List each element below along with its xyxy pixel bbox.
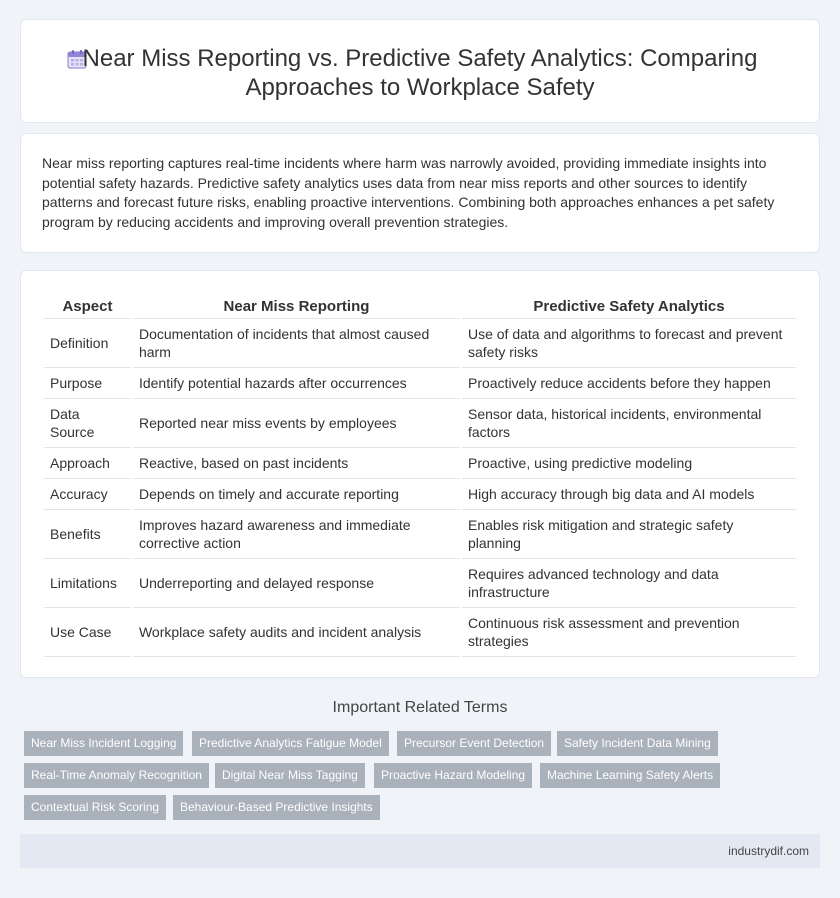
cell-aspect: Benefits	[44, 510, 131, 559]
intro-card	[20, 133, 820, 253]
tag-link[interactable]: Safety Incident Data Mining	[557, 731, 718, 756]
tag-link[interactable]: Precursor Event Detection	[397, 731, 551, 756]
header-aspect: Aspect	[44, 293, 131, 319]
tag-link[interactable]: Digital Near Miss Tagging	[215, 763, 365, 788]
footer-site-link[interactable]: industrydif.com	[728, 844, 809, 858]
tag-link[interactable]: Near Miss Incident Logging	[24, 731, 183, 756]
cell-near-miss: Workplace safety audits and incident analysis	[133, 608, 460, 657]
cell-aspect: Use Case	[44, 608, 131, 657]
table-row	[44, 559, 796, 608]
cell-predictive: Sensor data, historical incidents, environmental factors	[462, 399, 796, 448]
table-row	[44, 368, 796, 399]
cell-near-miss: Identify potential hazards after occurrences	[133, 368, 460, 399]
tag-link[interactable]: Machine Learning Safety Alerts	[540, 763, 720, 788]
tag-link[interactable]: Behaviour-Based Predictive Insights	[173, 795, 380, 820]
tag-link[interactable]: Predictive Analytics Fatigue Model	[192, 731, 389, 756]
tag-link[interactable]: Contextual Risk Scoring	[24, 795, 166, 820]
table-row	[44, 608, 796, 657]
cell-near-miss: Documentation of incidents that almost caused harm	[133, 319, 460, 368]
comparison-table-card	[20, 270, 820, 678]
cell-aspect: Limitations	[44, 559, 131, 608]
intro-paragraph: Near miss reporting captures real-time incidents where harm was narrowly avoided, providing immediate insights into potential safety hazards. Predictive safety analytics uses data from near miss reports and other sources to identify patterns and forecast future risks, enabling proactive interventions. Combining both approaches enhances a pet safety program by reducing accidents and improving overall prevention strategies.	[42, 155, 775, 230]
comparison-table	[42, 293, 798, 657]
table-row	[44, 510, 796, 559]
header-predictive: Predictive Safety Analytics	[462, 293, 796, 319]
cell-aspect: Approach	[44, 448, 131, 479]
page-title-line-2: Approaches to Workplace Safety	[245, 74, 595, 101]
cell-near-miss: Reported near miss events by employees	[133, 399, 460, 448]
cell-near-miss: Improves hazard awareness and immediate corrective action	[133, 510, 460, 559]
cell-near-miss: Depends on timely and accurate reporting	[133, 479, 460, 510]
table-row	[44, 399, 796, 448]
cell-predictive: High accuracy through big data and AI models	[462, 479, 796, 510]
cell-predictive: Continuous risk assessment and prevention strategies	[462, 608, 796, 657]
cell-predictive: Requires advanced technology and data infrastructure	[462, 559, 796, 608]
table-row	[44, 479, 796, 510]
footer	[20, 834, 820, 868]
related-terms-title: Important Related Terms	[332, 699, 508, 716]
cell-predictive: Use of data and algorithms to forecast and prevent safety risks	[462, 319, 796, 368]
cell-near-miss: Reactive, based on past incidents	[133, 448, 460, 479]
table-row	[44, 448, 796, 479]
tag-link[interactable]: Proactive Hazard Modeling	[374, 763, 532, 788]
cell-predictive: Enables risk mitigation and strategic safety planning	[462, 510, 796, 559]
title-card	[20, 19, 820, 123]
cell-predictive: Proactively reduce accidents before they happen	[462, 368, 796, 399]
page-title	[21, 44, 819, 102]
page-title-line-1: Near Miss Reporting vs. Predictive Safety Analytics: Comparing	[82, 45, 758, 72]
cell-aspect: Accuracy	[44, 479, 131, 510]
cell-aspect: Definition	[44, 319, 131, 368]
table-row	[44, 319, 796, 368]
header-near-miss: Near Miss Reporting	[133, 293, 460, 319]
table-header-row	[44, 293, 796, 319]
cell-predictive: Proactive, using predictive modeling	[462, 448, 796, 479]
cell-aspect: Purpose	[44, 368, 131, 399]
cell-near-miss: Underreporting and delayed response	[133, 559, 460, 608]
tag-link[interactable]: Real-Time Anomaly Recognition	[24, 763, 209, 788]
cell-aspect: Data Source	[44, 399, 131, 448]
